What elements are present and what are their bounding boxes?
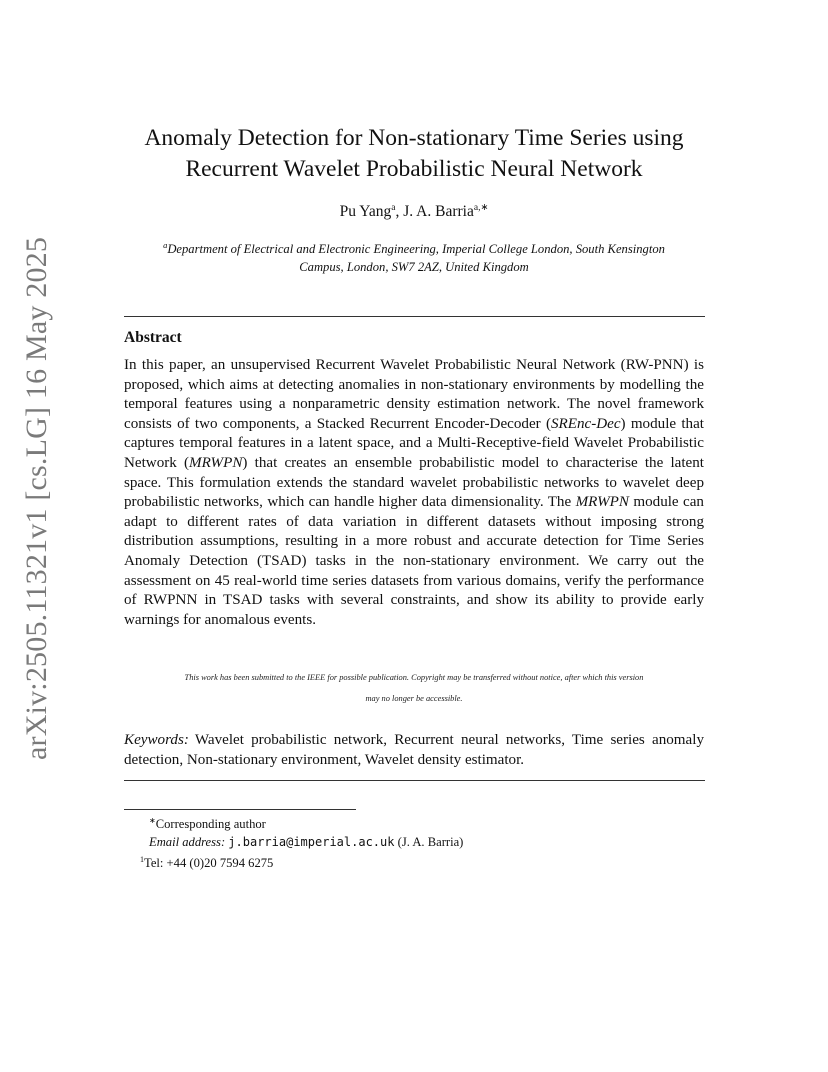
- keywords: [124, 731, 704, 770]
- arxiv-identifier-stamp: arXiv:2505.11321v1 [cs.LG] 16 May 2025: [20, 236, 53, 760]
- affiliation-mark: a: [163, 240, 168, 250]
- footnote-email: [124, 833, 463, 851]
- title-line-1: Anomaly Detection for Non-stationary Time Series using: [144, 125, 684, 151]
- keywords-text: Wavelet probabilistic network, Recurrent neural networks, Time series anomaly detection, Non-stationary environment, Wavelet density estimator.: [124, 732, 704, 768]
- notice-line-2: may no longer be accessible.: [365, 694, 463, 703]
- author-list: [0, 202, 828, 221]
- abstract-part-3: ) that creates an ensemble probabilistic model to characterise the latent space. This formulation extends the standard wavelet probabilistic networks to wavelet deep probabilistic networks, which can handle higher data dimensionality. The: [124, 454, 704, 511]
- top-divider: [124, 316, 705, 317]
- telephone-text: Tel: +44 (0)20 7594 6275: [144, 856, 274, 870]
- abstract-part-1: In this paper, an unsupervised Recurrent Wavelet Probabilistic Neural Network (RW-PNN) is proposed, which aims at detecting anomalies in non-stationary environments by modelling the temporal features using a nonparametric density estimation network. The novel framework consists of two components, a Stacked Recurrent Encoder-Decoder (: [124, 357, 704, 432]
- abstract-text: [124, 356, 704, 630]
- affiliation-line-2: Campus, London, SW7 2AZ, United Kingdom: [299, 260, 529, 274]
- footnotes: [124, 812, 463, 872]
- footnote-corresponding: [124, 812, 463, 833]
- abstract-part-4: module can adapt to different rates of data variation in different datasets without imposing strong distribution assumptions, resulting in a more robust and accurate detection for Time Series Anomaly Detection (TSAD) tasks in the non-stationary environment. We carry out the assessment on 45 real-world time series datasets from various domains, verify the performance of RWPNN in TSAD tasks with several constraints, and show its ability to provide early warnings for anomalous events.: [124, 494, 704, 628]
- abstract-heading: Abstract: [124, 329, 182, 346]
- keywords-label: Keywords:: [124, 732, 189, 748]
- footnote-mark: ∗: [149, 816, 156, 825]
- email-label: Email address:: [149, 835, 226, 849]
- abstract-term-mrwpn: MRWPN: [189, 454, 243, 471]
- author-name: J. A. Barria: [403, 203, 474, 220]
- paper-title: [100, 123, 728, 185]
- email-address[interactable]: j.barria@imperial.ac.uk: [228, 835, 395, 849]
- abstract-part-2: ) module that captures temporal features in a latent space, and a Multi-Receptive-field Wavelet Probabilistic Network (: [124, 415, 704, 471]
- abstract-term-mrwpn: MRWPN: [575, 494, 629, 511]
- footnote-corresponding-text: Corresponding author: [155, 817, 266, 831]
- ieee-submission-notice: [124, 667, 704, 709]
- author-affiliation-mark: a,∗: [473, 203, 489, 213]
- bottom-divider: [124, 780, 705, 781]
- abstract-term-srenc-dec: SREnc-Dec: [550, 415, 621, 432]
- author-name: Pu Yang: [339, 203, 392, 220]
- author-separator: ,: [395, 203, 404, 220]
- footnote-rule: [124, 809, 356, 810]
- title-line-2: Recurrent Wavelet Probabilistic Neural Network: [185, 156, 643, 182]
- email-owner: (J. A. Barria): [397, 835, 464, 849]
- footnote-telephone: [124, 851, 463, 872]
- affiliation: [124, 236, 704, 276]
- author-affiliation-mark: a: [391, 203, 396, 213]
- notice-line-1: This work has been submitted to the IEEE for possible publication. Copyright may be transferred without notice, after which this version: [184, 673, 644, 682]
- footnote-mark: 1: [140, 855, 144, 864]
- affiliation-line-1: Department of Electrical and Electronic Engineering, Imperial College London, South Kensington: [167, 242, 665, 256]
